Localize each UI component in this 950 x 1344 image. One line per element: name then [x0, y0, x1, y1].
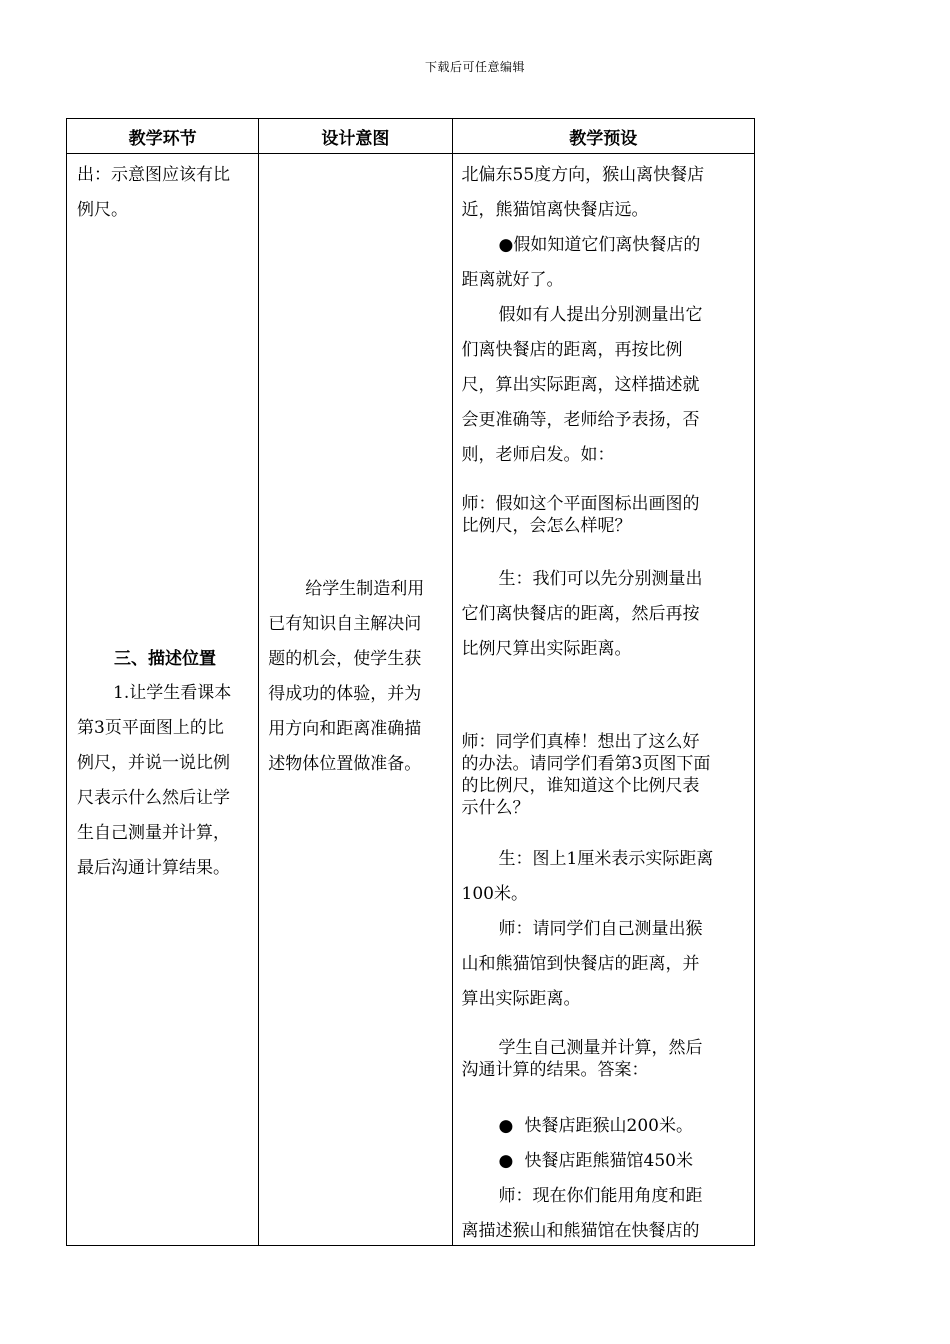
- plan-line: 们离快餐店的距离，再按比例: [461, 340, 683, 360]
- answer-text: 快餐店距熊猫馆450米: [524, 1151, 693, 1171]
- plan-cell: [452, 154, 754, 1246]
- plan-line: 近，熊猫馆离快餐店远。: [461, 200, 649, 220]
- header-design-intent: 设计意图: [259, 119, 452, 154]
- plan-line: 会更准确等，老师给予表扬，否: [461, 410, 700, 430]
- header-note: 下载后可任意编辑: [424, 60, 525, 74]
- intent-line: 已有知识自主解决问: [268, 614, 422, 634]
- plan-line: 师：现在你们能用角度和距: [498, 1186, 703, 1206]
- stage-item-line: 生自己测量并计算，: [77, 823, 230, 843]
- table-header-row: [67, 119, 755, 154]
- plan-line: 100米。: [461, 884, 528, 904]
- intent-line: 给学生制造利用: [305, 579, 425, 599]
- plan-line: 比例尺，会怎么样呢？: [461, 516, 632, 536]
- intent-cell: [259, 154, 452, 1246]
- stage-item-line: 第3页平面图上的比: [77, 718, 224, 738]
- stage-item-line: 尺表示什么然后让学: [77, 788, 230, 808]
- answer-list-item: [499, 1109, 693, 1144]
- plan-line: 的办法。请同学们看第3页图下面: [461, 754, 711, 774]
- stage-item-line: 最后沟通计算结果。: [77, 858, 230, 878]
- plan-line: 师：同学们真棒！想出了这么好: [461, 732, 700, 752]
- plan-line: 沟通计算的结果。答案：: [461, 1060, 649, 1080]
- plan-line: ●假如知道它们离快餐店的: [498, 235, 701, 255]
- plan-line: 离描述猴山和熊猫馆在快餐店的: [461, 1221, 700, 1241]
- plan-line: 距离就好了。: [461, 270, 564, 290]
- bullet-dot-icon: ●: [498, 1116, 514, 1136]
- plan-line: 示什么？: [461, 798, 530, 818]
- plan-line: 则，老师启发。如：: [461, 445, 615, 465]
- intent-line: 述物体位置做准备。: [268, 754, 422, 774]
- intent-line: 用方向和距离准确描: [268, 719, 422, 739]
- plan-line: 山和熊猫馆到快餐店的距离，并: [461, 954, 700, 974]
- plan-line: 师：请同学们自己测量出猴: [498, 919, 703, 939]
- lesson-plan-table: [66, 118, 755, 1246]
- header-teaching-stage: 教学环节: [67, 119, 259, 154]
- stage-intro-line: 出：示意图应该有比: [77, 165, 230, 185]
- plan-line: 生：图上1厘米表示实际距离: [498, 849, 714, 869]
- table-row: [67, 154, 755, 1246]
- plan-line: 生：我们可以先分别测量出: [498, 569, 703, 589]
- plan-line: 北偏东55度方向，猴山离快餐店: [461, 165, 705, 185]
- plan-line: 比例尺算出实际距离。: [461, 639, 632, 659]
- plan-line: 学生自己测量并计算，然后: [498, 1038, 703, 1058]
- stage-cell: [67, 154, 259, 1246]
- plan-line: 假如有人提出分别测量出它: [498, 305, 703, 325]
- header-teaching-plan: 教学预设: [452, 119, 754, 154]
- bullet-dot-icon: ●: [498, 1151, 514, 1171]
- plan-line: 师：假如这个平面图标出画图的: [461, 494, 700, 514]
- stage-item-line: 1.让学生看课本: [113, 683, 232, 703]
- stage-item-line: 例尺，并说一说比例: [77, 753, 230, 773]
- plan-line: 的比例尺，谁知道这个比例尺表: [461, 776, 700, 796]
- intent-line: 得成功的体验，并为: [268, 684, 422, 704]
- plan-line: 算出实际距离。: [461, 989, 581, 1009]
- section-title: 三、描述位置: [114, 649, 216, 669]
- intent-line: 题的机会，使学生获: [268, 649, 422, 669]
- plan-line: 尺，算出实际距离，这样描述就: [461, 375, 700, 395]
- stage-intro-line: 例尺。: [77, 200, 128, 220]
- answer-list-item: [499, 1144, 693, 1179]
- answer-text: 快餐店距猴山200米。: [524, 1116, 693, 1136]
- plan-line: 它们离快餐店的距离，然后再按: [461, 604, 700, 624]
